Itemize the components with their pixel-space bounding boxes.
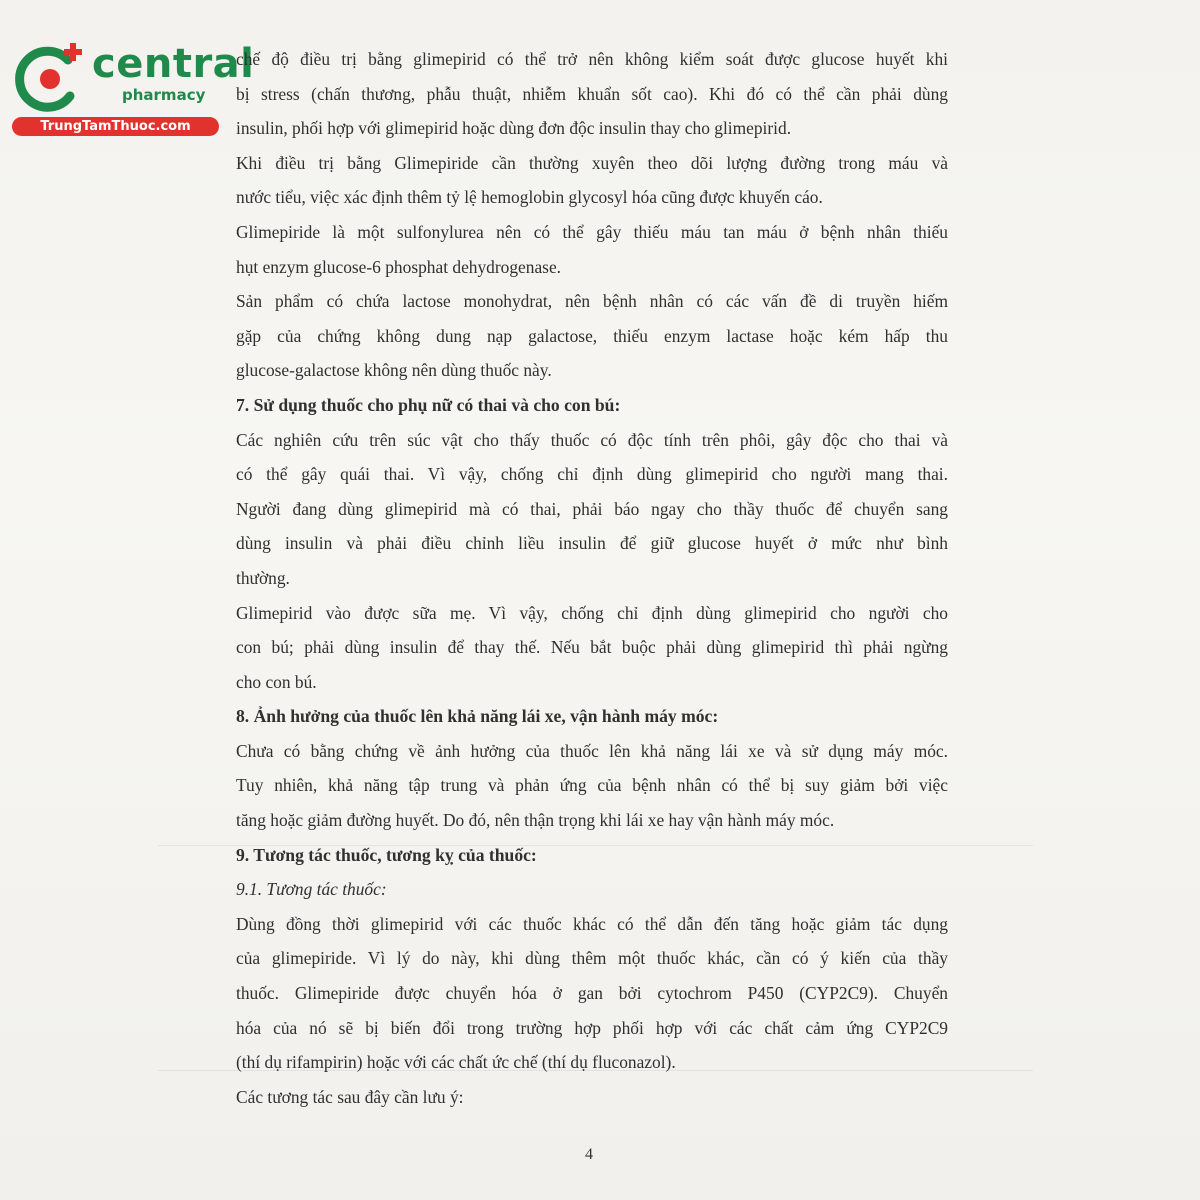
paragraph [236,284,948,388]
text-line: hụt enzym glucose-6 phosphat dehydrogenase. [236,256,562,277]
text-line: Các nghiên cứu trên súc vật cho thấy thuốc có độc tính trên phôi, gây độc cho thai và [236,429,948,450]
text-line: glucose-galactose không nên dùng thuốc này. [236,360,552,381]
text-line: tăng hoặc giảm đường huyết. Do đó, nên thận trọng khi lái xe hay vận hành máy móc. [236,810,835,831]
text-line: Glimepiride là một sulfonylurea nên có thể gây thiếu máu tan máu ở bệnh nhân thiếu [236,221,948,242]
text-line: bị stress (chấn thương, phẫu thuật, nhiễm khuẩn sốt cao). Khi đó có thể cần phải dùng [236,83,948,104]
text-line: Sản phẩm có chứa lactose monohydrat, nên bệnh nhân có các vấn đề di truyền hiếm [236,291,948,312]
text-line: chế độ điều trị bằng glimepirid có thể trở nên không kiểm soát được glucose huyết khi [236,49,948,69]
document-body [236,42,948,1114]
text-line: thuốc. Glimepiride được chuyển hóa ở gan bởi cytochrom P450 (CYP2C9). Chuyển [236,983,948,1004]
paragraph [236,1080,948,1115]
text-line: Khi điều trị bằng Glimepiride cần thường xuyên theo dõi lượng đường trong máu và [236,152,948,173]
text-line: nước tiểu, việc xác định thêm tỷ lệ hemoglobin glycosyl hóa cũng được khuyến cáo. [236,187,823,208]
text-line: Tuy nhiên, khả năng tập trung và phản ứng của bệnh nhân có thể bị suy giảm bởi việc [236,775,948,796]
logo-brand-text: central [92,41,255,87]
central-pharmacy-logo[interactable] [10,38,255,138]
text-line: có thể gây quái thai. Vì vậy, chống chỉ định dùng glimepirid cho người mang thai. [236,464,948,485]
text-line: cho con bú. [236,671,317,692]
page-number: 4 [585,1146,593,1163]
text-line: Các tương tác sau đây cần lưu ý: [236,1086,464,1107]
paragraph [236,42,948,146]
section-heading-7: 7. Sử dụng thuốc cho phụ nữ có thai và cho con bú: [236,394,621,415]
text-line: insulin, phối hợp với glimepirid hoặc dùng đơn độc insulin thay cho glimepirid. [236,118,792,139]
logo-sub-text: pharmacy [122,86,206,104]
text-line: dùng insulin và phải điều chỉnh liều insulin để giữ glucose huyết ở mức như bình [236,533,948,554]
text-line: Dùng đồng thời glimepirid với các thuốc khác có thể dẫn đến tăng hoặc giảm tác dụng [236,913,948,934]
pharmacy-c-icon [10,38,90,118]
text-line: thường. [236,567,290,588]
paragraph [236,423,948,596]
text-line: của glimepiride. Vì lý do này, khi dùng thêm một thuốc khác, cần có ý kiến của thầy [236,948,948,969]
text-line: hóa của nó sẽ bị biến đổi trong trường hợp phối hợp với các chất cảm ứng CYP2C9 [236,1017,948,1038]
subsection-heading-9-1: 9.1. Tương tác thuốc: [236,879,387,900]
text-line: con bú; phải dùng insulin để thay thế. Nếu bắt buộc phải dùng glimepirid thì phải ngừng [236,637,948,658]
paragraph [236,734,948,838]
section-heading-9: 9. Tương tác thuốc, tương kỵ của thuốc: [236,844,537,865]
section-heading-8: 8. Ảnh hưởng của thuốc lên khả năng lái xe, vận hành máy móc: [236,706,719,727]
paragraph [236,596,948,700]
text-line: Người đang dùng glimepirid mà có thai, phải báo ngay cho thầy thuốc để chuyển sang [236,498,948,519]
text-line: Glimepirid vào được sữa mẹ. Vì vậy, chống chỉ định dùng glimepirid cho người cho [236,602,948,623]
paragraph [236,215,948,284]
paragraph [236,146,948,215]
text-line: (thí dụ rifampirin) hoặc với các chất ức chế (thí dụ fluconazol). [236,1052,676,1073]
text-line: gặp của chứng không dung nạp galactose, thiếu enzym lactase hoặc kém hấp thu [236,325,948,346]
text-line: Chưa có bằng chứng về ảnh hưởng của thuốc lên khả năng lái xe và sử dụng máy móc. [236,740,948,761]
paragraph [236,907,948,1080]
logo-site-url[interactable]: TrungTamThuoc.com [12,117,219,136]
